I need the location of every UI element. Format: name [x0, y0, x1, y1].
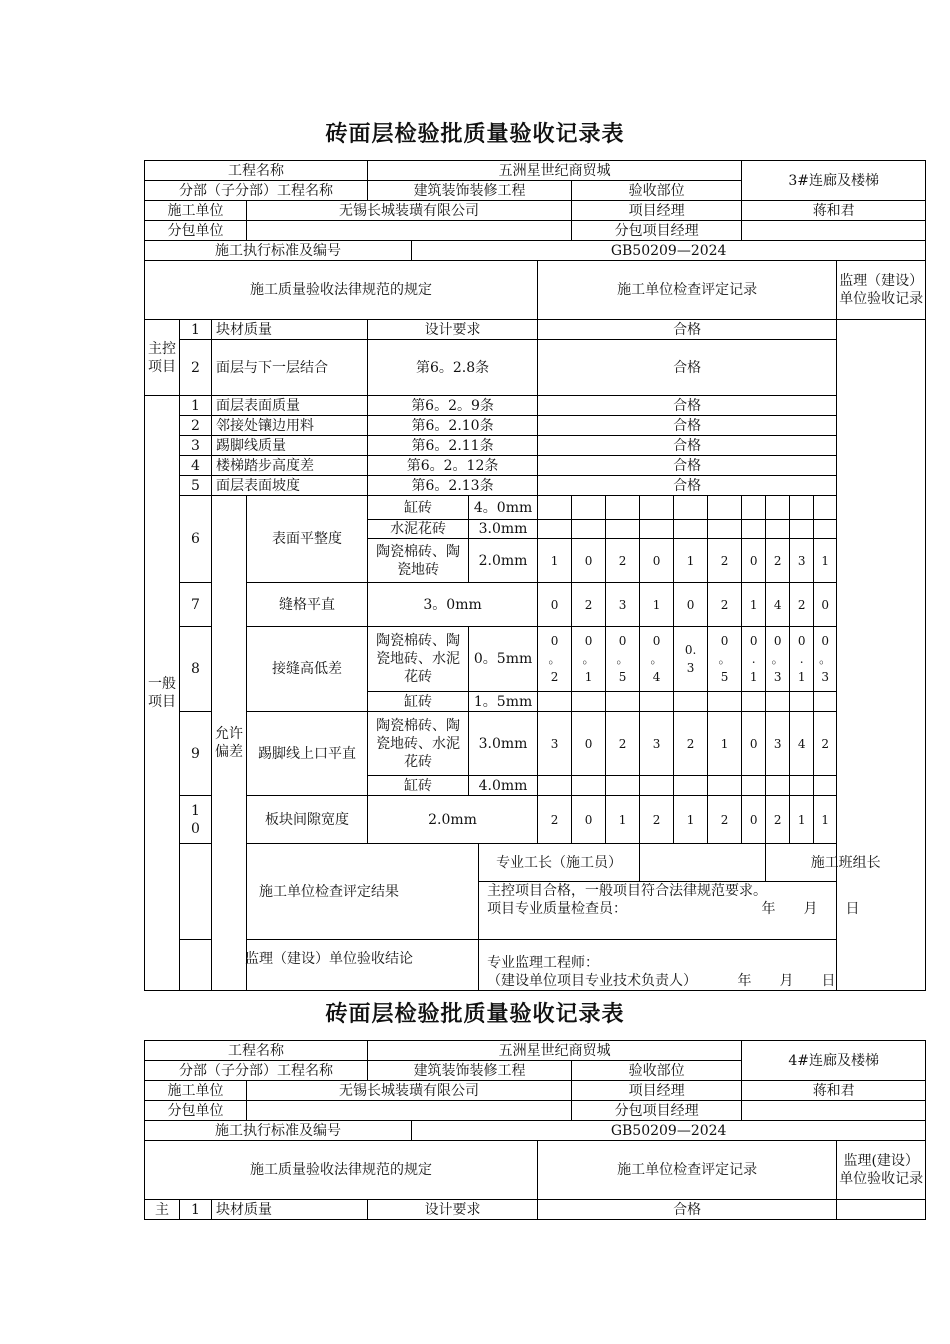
tolerance-value: 1。5mm: [469, 692, 538, 712]
measured-value: 0: [674, 583, 708, 627]
item-no: 5: [180, 476, 212, 496]
conclusion-content: [479, 940, 926, 991]
measured-value: 1: [790, 796, 814, 844]
main-control-group-label: 主控项目: [145, 320, 180, 396]
measured-value: 0: [572, 712, 606, 776]
item-name: 面层表面坡度: [212, 476, 368, 496]
tolerance-label: 允许偏差: [212, 496, 247, 991]
item-requirement: 设计要求: [368, 1200, 538, 1220]
subcontractor-value: [247, 221, 572, 241]
tolerance-value: 4.0mm: [469, 776, 538, 796]
measured-value: 1: [640, 583, 674, 627]
contractor-value: 无锡长城装璜有限公司: [247, 1081, 572, 1101]
standard-label: 施工执行标准及编号: [145, 241, 412, 261]
material: 缸砖: [368, 496, 469, 520]
material: 陶瓷棉砖、陶瓷地砖: [368, 539, 469, 583]
item-no: 1: [180, 320, 212, 340]
measured-value: 0 。 3: [766, 627, 790, 692]
check-header: 施工单位检查评定记录: [538, 1141, 837, 1200]
item-requirement: 第6。2。9条: [368, 396, 538, 416]
item-requirement: 第6。2.11条: [368, 436, 538, 456]
measured-value: 1: [708, 712, 742, 776]
supervision-header: 监理(建设）单位验收记录: [837, 1141, 926, 1200]
item-name: 面层与下一层结合: [212, 340, 368, 396]
measured-value: 1: [674, 539, 708, 583]
measured-value: 3: [606, 583, 640, 627]
date-text: 年 月 日: [737, 973, 836, 989]
result-content: [479, 882, 926, 940]
spec-header: 施工质量验收法律规范的规定: [145, 1141, 538, 1200]
item-result: 合格: [538, 340, 837, 396]
measured-value: 2: [674, 712, 708, 776]
measured-value: 2: [814, 712, 837, 776]
measured-value: 2: [708, 796, 742, 844]
date-text: 年 月 日: [761, 901, 860, 917]
measured-value: 2: [766, 796, 790, 844]
measured-value: 2: [766, 539, 790, 583]
item-name: 面层表面质量: [212, 396, 368, 416]
measurement-row-9: [145, 712, 926, 776]
main-control-group-label: 主: [145, 1200, 180, 1220]
measured-value: 4: [766, 583, 790, 627]
project-manager-label: 项目经理: [572, 1081, 742, 1101]
sub-project-manager-value: [742, 1101, 926, 1121]
spec-header: 施工质量验收法律规范的规定: [145, 261, 538, 320]
project-name-label: 工程名称: [145, 161, 368, 181]
measured-value: 3: [790, 539, 814, 583]
general-group-label: 一般项目: [145, 396, 180, 991]
item-result: 合格: [538, 436, 837, 456]
measured-value: 2: [538, 796, 572, 844]
item-name: 块材质量: [212, 1200, 368, 1220]
inspection-location-label: 验收部位: [572, 181, 742, 201]
item-requirement: 第6。2.8条: [368, 340, 538, 396]
item-name: 踢脚线质量: [212, 436, 368, 456]
conclusion-label: 监理（建设）单位验收结论: [180, 940, 479, 991]
project-manager-value: 蒋和君: [742, 1081, 926, 1101]
item-requirement: 第6。2.10条: [368, 416, 538, 436]
measured-value: 0 。 5: [708, 627, 742, 692]
inspection-form-1: [144, 160, 926, 991]
subdivision-label: 分部（子分部）工程名称: [145, 1061, 368, 1081]
inspection-location-value: 3#连廊及楼梯: [742, 161, 926, 201]
measured-value: 0: [572, 539, 606, 583]
material: 缸砖: [368, 776, 469, 796]
measured-value: 0 。 2: [538, 627, 572, 692]
result-label: 施工单位检查评定结果: [180, 844, 479, 940]
measured-value: 2: [606, 539, 640, 583]
form-title: 砖面层检验批质量验收记录表: [325, 122, 625, 147]
subdivision-label: 分部（子分部）工程名称: [145, 181, 368, 201]
measurement-row-7: [145, 583, 926, 627]
measured-value: 2: [790, 583, 814, 627]
measured-value: 2: [708, 583, 742, 627]
measured-value: 0. 3: [674, 627, 708, 692]
supervision-record-main: [837, 1200, 926, 1220]
tolerance-value: 3.0mm: [469, 712, 538, 776]
item-no: 8: [180, 627, 212, 712]
measured-value: 0: [572, 796, 606, 844]
project-manager-value: 蒋和君: [742, 201, 926, 221]
measured-value: 0 。 5: [606, 627, 640, 692]
standard-value: GB50209—2024: [412, 241, 926, 261]
measured-value: 2: [606, 712, 640, 776]
tolerance-value: 0。5mm: [469, 627, 538, 692]
subcontractor-label: 分包单位: [145, 221, 247, 241]
sub-project-manager-label: 分包项目经理: [572, 1101, 742, 1121]
item-requirement: 第6。2.13条: [368, 476, 538, 496]
result-text: 主控项目合格，一般项目符合法律规范要求。: [487, 883, 768, 899]
measured-value: 1: [606, 796, 640, 844]
measured-value: 0 . 1: [742, 627, 766, 692]
item-no: 9: [180, 712, 212, 796]
item-requirement: 第6。2。12条: [368, 456, 538, 476]
item-name: 楼梯踏步高度差: [212, 456, 368, 476]
material: 陶瓷棉砖、陶瓷地砖、水泥花砖: [368, 712, 469, 776]
measured-value: 1: [814, 796, 837, 844]
item-result: 合格: [538, 456, 837, 476]
standard-label: 施工执行标准及编号: [145, 1121, 412, 1141]
contractor-label: 施工单位: [145, 1081, 247, 1101]
measured-value: 0 . 1: [790, 627, 814, 692]
inspection-form-2: [144, 1040, 926, 1220]
item-name: 块材质量: [212, 320, 368, 340]
item-name: 板块间隙宽度: [247, 796, 368, 844]
supervision-header: 监理（建设）单位验收记录: [837, 261, 926, 320]
measured-value: 0: [814, 583, 837, 627]
measured-value: 0 。 4: [640, 627, 674, 692]
sub-project-manager-value: [742, 221, 926, 241]
item-result: 合格: [538, 1200, 837, 1220]
measured-value: 1: [742, 583, 766, 627]
item-name: 表面平整度: [247, 496, 368, 583]
material: 陶瓷棉砖、陶瓷地砖、水泥花砖: [368, 627, 469, 692]
foreman-signature: [640, 844, 766, 882]
project-manager-label: 项目经理: [572, 201, 742, 221]
project-name-label: 工程名称: [145, 1041, 368, 1061]
tolerance-value: 2.0mm: [469, 539, 538, 583]
inspector-text: 项目专业质量检查员：: [487, 901, 628, 917]
measured-value: 0: [538, 583, 572, 627]
material: 水泥花砖: [368, 520, 469, 539]
item-no: 7: [180, 583, 212, 627]
item-name: 踢脚线上口平直: [247, 712, 368, 796]
item-no: 2: [180, 340, 212, 396]
engineer-text: 专业监理工程师：: [487, 955, 600, 971]
contractor-value: 无锡长城装璜有限公司: [247, 201, 572, 221]
tolerance-value: 4。0mm: [469, 496, 538, 520]
tolerance-value: 3.0mm: [469, 520, 538, 539]
item-result: 合格: [538, 396, 837, 416]
owner-line: [487, 972, 923, 990]
measured-value: 4: [790, 712, 814, 776]
measured-value: 2: [640, 796, 674, 844]
measured-value: 1: [814, 539, 837, 583]
tolerance-value: 2.0mm: [368, 796, 538, 844]
item-result: 合格: [538, 320, 837, 340]
item-result: 合格: [538, 416, 837, 436]
measured-value: 3: [766, 712, 790, 776]
form-title: 砖面层检验批质量验收记录表: [325, 1002, 625, 1027]
item-no: 10: [180, 796, 212, 844]
inspection-location-label: 验收部位: [572, 1061, 742, 1081]
measurement-row-10: [145, 796, 926, 844]
measured-value: 0: [640, 539, 674, 583]
item-no: 2: [180, 416, 212, 436]
subdivision-value: 建筑装饰装修工程: [368, 1061, 572, 1081]
foreman-label: 专业工长（施工员）: [479, 844, 640, 882]
owner-text: （建设单位项目专业技术负责人）: [487, 973, 698, 989]
item-name: 邻接处镶边用料: [212, 416, 368, 436]
item-result: 合格: [538, 476, 837, 496]
measurement-row-8: [145, 627, 926, 692]
item-no: 4: [180, 456, 212, 476]
measured-value: 0 。 3: [814, 627, 837, 692]
inspection-location-value: 4#连廊及楼梯: [742, 1041, 926, 1081]
measured-value: 3: [538, 712, 572, 776]
measured-value: 3: [640, 712, 674, 776]
check-header: 施工单位检查评定记录: [538, 261, 837, 320]
measured-value: 0: [742, 712, 766, 776]
project-name-value: 五洲星世纪商贸城: [368, 1041, 742, 1061]
material: 缸砖: [368, 692, 469, 712]
tolerance-value: 3。0mm: [368, 583, 538, 627]
measured-value: 2: [708, 539, 742, 583]
standard-value: GB50209—2024: [412, 1121, 926, 1141]
item-requirement: 设计要求: [368, 320, 538, 340]
measured-value: 2: [572, 583, 606, 627]
subcontractor-value: [247, 1101, 572, 1121]
item-no: 3: [180, 436, 212, 456]
project-name-value: 五洲星世纪商贸城: [368, 161, 742, 181]
item-no: 1: [180, 1200, 212, 1220]
measured-value: 1: [538, 539, 572, 583]
subdivision-value: 建筑装饰装修工程: [368, 181, 572, 201]
inspector-line: [487, 900, 923, 918]
supervision-record-main: [837, 320, 926, 396]
subcontractor-label: 分包单位: [145, 1101, 247, 1121]
item-name: 接缝高低差: [247, 627, 368, 712]
measured-value: 1: [674, 796, 708, 844]
item-name: 缝格平直: [247, 583, 368, 627]
sub-project-manager-label: 分包项目经理: [572, 221, 742, 241]
contractor-label: 施工单位: [145, 201, 247, 221]
item-no: 6: [180, 496, 212, 583]
item-no: 1: [180, 396, 212, 416]
measured-value: 0: [742, 796, 766, 844]
team-leader-label: 施工班组长: [766, 844, 926, 882]
measured-value: 0 。 1: [572, 627, 606, 692]
measured-value: 0: [742, 539, 766, 583]
